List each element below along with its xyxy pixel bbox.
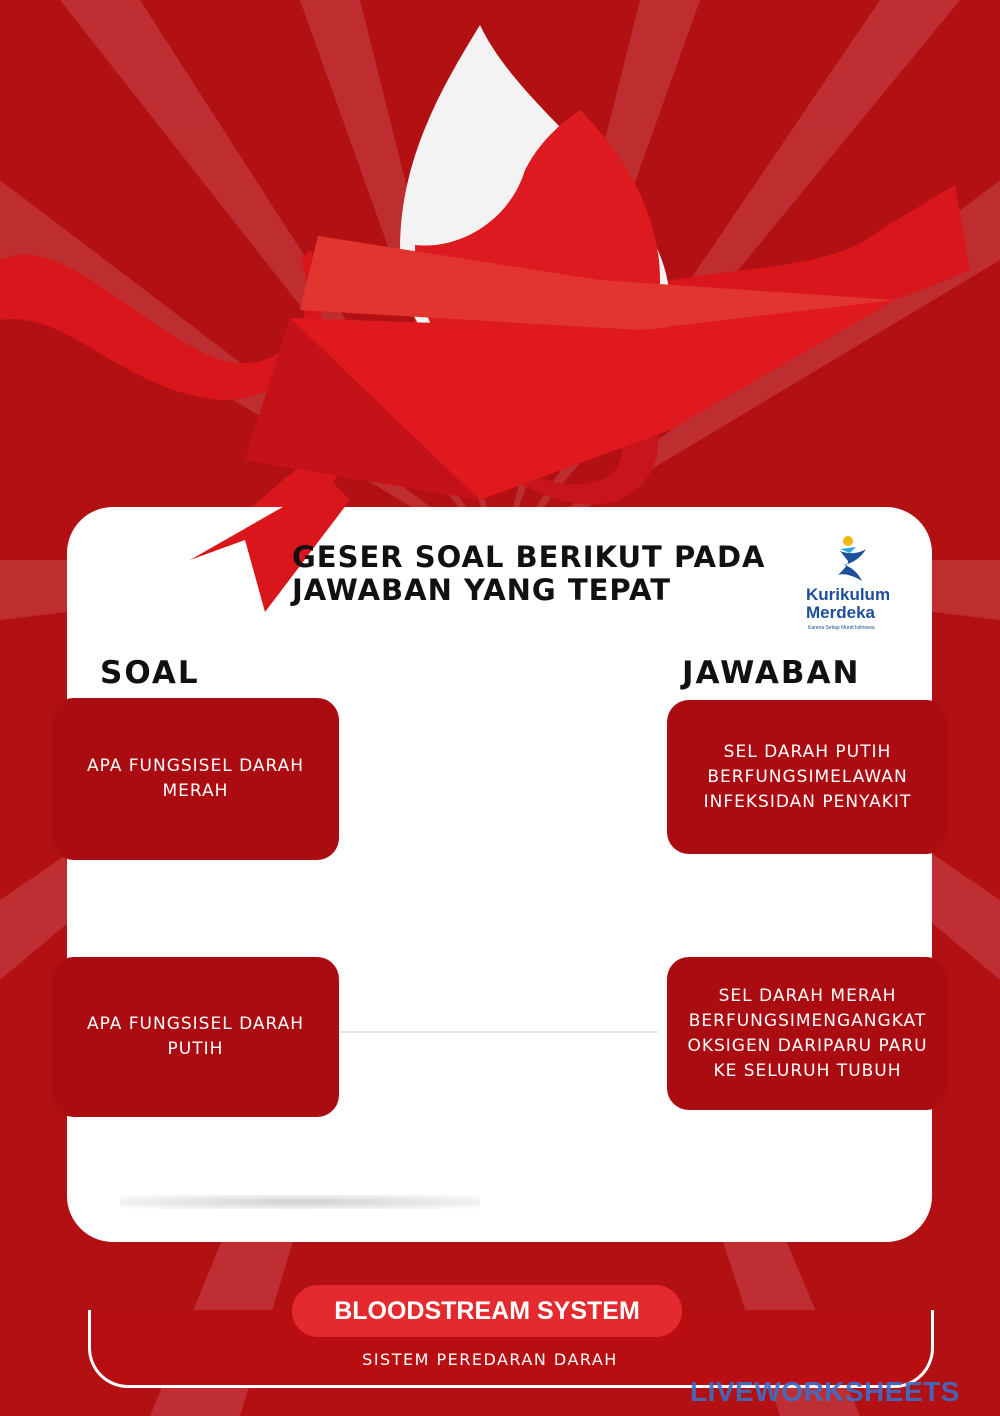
footer-subtitle: SISTEM PEREDARAN DARAH xyxy=(362,1350,618,1369)
question-text-1: APA FUNGSISEL DARAH MERAH xyxy=(86,756,305,801)
footer-title-pill xyxy=(292,1285,682,1337)
question-card-1[interactable] xyxy=(52,698,339,860)
footer-title: BLOODSTREAM SYSTEM xyxy=(334,1296,640,1325)
title-line-1: GESER SOAL BERIKUT PADA xyxy=(292,540,766,574)
jawaban-header: JAWABAN xyxy=(682,655,861,691)
watermark-text: LIVEWORKSHEETS xyxy=(690,1376,960,1407)
question-card-2[interactable] xyxy=(52,957,339,1117)
page-title xyxy=(292,541,792,607)
logo-name-line-2: Merdeka xyxy=(806,603,875,622)
answer-text-2: SEL DARAH MERAH BERFUNGSIMENGANGKAT OKSIGEN DARIPARU PARU KE SELURUH TUBUH xyxy=(687,985,928,1081)
kurikulum-merdeka-logo-icon xyxy=(836,535,870,583)
logo-name-line-1: Kurikulum xyxy=(806,585,891,604)
kurikulum-merdeka-logo xyxy=(806,535,916,635)
answer-dropzone-2[interactable] xyxy=(667,957,948,1110)
panel-shadow xyxy=(120,1195,480,1209)
divider-line xyxy=(340,1031,658,1033)
logo-tagline: Karena Setiap Murid Istimewa xyxy=(808,625,875,631)
title-line-2: JAWABAN YANG TEPAT xyxy=(292,573,671,607)
liveworksheets-watermark xyxy=(690,1376,990,1412)
question-text-2: APA FUNGSISEL DARAH PUTIH xyxy=(86,1014,305,1059)
answer-text-1: SEL DARAH PUTIH BERFUNGSIMELAWAN INFEKSIDAN PENYAKIT xyxy=(703,741,912,812)
answer-dropzone-1[interactable] xyxy=(667,700,948,854)
soal-header: SOAL xyxy=(100,655,200,691)
